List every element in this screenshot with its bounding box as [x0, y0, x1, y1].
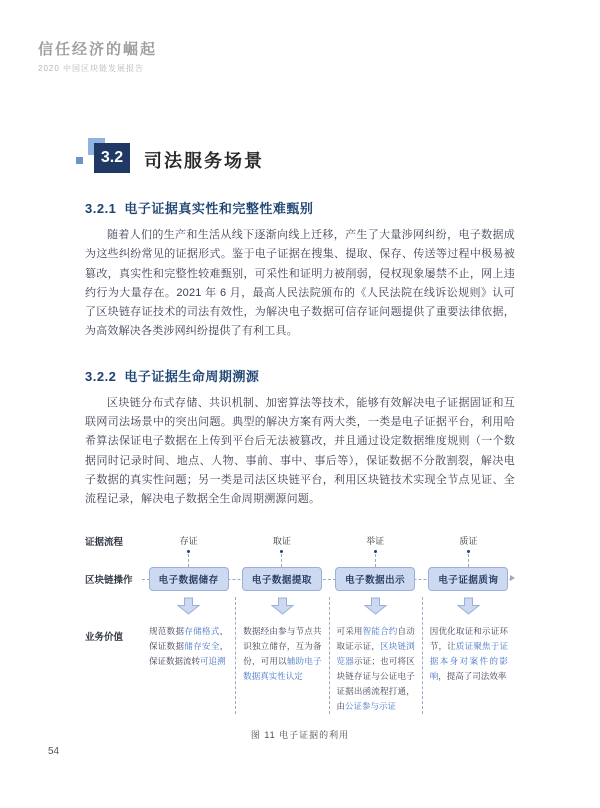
value-row — [85, 597, 515, 714]
value-text: 规范数据存储格式，保证数据储存安全，保证数据流转可追溯 — [149, 625, 229, 666]
flow-arrowhead-icon — [510, 575, 515, 581]
value-text: 数据经由参与节点共识独立储存，互为备份，可用以辅助电子数据真实性认定 — [243, 625, 322, 681]
subsection-1-title: 电子证据真实性和完整性难甄别 — [124, 201, 314, 216]
flow-step: 质证 — [459, 535, 478, 546]
connector-dot-icon — [329, 550, 422, 567]
flow-step: 举证 — [366, 535, 385, 546]
subsection-2-number: 3.2.2 — [85, 368, 117, 384]
section-heading — [76, 138, 515, 174]
subsection-2-body: 区块链分布式存储、共识机制、加密算法等技术，能够有效解决电子证据固证和互联网司法场景中的突出问题。典型的解决方案有两大类，一类是电子证据平台，利用哈希算法保证电子数据在上传到平台后无法被篡改，并且通过设定数据维度规则（一个数据同时记录时间、地点、人物、事前、事中、事后等），保证数据不分散割裂，解决电子数据的真实性问题；另一类是司法区块链平台，利用区块链技术实现全节点见证、全流程记录，解决电子数据全生命周期溯源问题。 — [85, 396, 515, 506]
operations-label: 区块链操作 — [85, 574, 133, 586]
subsection-1-number: 3.2.1 — [85, 201, 117, 216]
subsection-1-heading — [85, 198, 515, 217]
down-arrow-icon — [149, 597, 228, 615]
bullet-square-icon — [76, 157, 83, 164]
value-text: 因优化取证和示证环节，让质证聚焦于证据本身对案件的影响，提高了司法效率 — [429, 625, 508, 681]
page-number: 54 — [48, 746, 60, 757]
subsection-2-heading — [85, 366, 515, 385]
figure-caption: 图 11 电子证据的利用 — [250, 729, 350, 740]
figure-diagram — [85, 534, 515, 741]
value-column — [422, 597, 515, 714]
page-content — [85, 138, 515, 741]
down-arrow-icon — [430, 597, 508, 615]
value-label: 业务价值 — [85, 631, 124, 643]
header-logo — [38, 38, 157, 74]
operations-row — [85, 567, 515, 591]
connector-dot-icon — [142, 550, 235, 567]
value-text: 可采用智能合约自动取证示证，区块链浏览器示证；也可将区块链存证与公证电子证据出函流程打通，由公证参与示证 — [336, 625, 415, 711]
logo-subtitle: 2020 中国区块链发展报告 — [38, 64, 145, 73]
operation-box: 电子证据质询 — [428, 567, 508, 591]
connector-dot-icon — [422, 550, 515, 567]
connector-row — [85, 548, 515, 567]
down-arrow-icon — [337, 597, 415, 615]
section-number-box — [94, 143, 130, 173]
down-arrow-icon — [243, 597, 321, 615]
operation-box: 电子数据储存 — [149, 567, 229, 591]
section-title: 司法服务场景 — [144, 151, 264, 171]
connector-dot-icon — [235, 550, 328, 567]
subsection-1-body: 随着人们的生产和生活从线下逐渐向线上迁移，产生了大量涉网纠纷，电子数据成为这些纠纷常见的证据形式。鉴于电子证据在搜集、提取、保存、传送等过程中极易被篡改，真实性和完整性较难甄别，可采性和证明力被削弱，侵权现象屡禁不止，网上违约行为大量存在。2021 年 6 月，最高人民法院颁布的《人民法院在线诉讼规则》认可了区块链存证技术的司法有效性，为解决电子数据可信存证问题提供了重要法律依据，为高效解决各类涉网纠纷提供了有利工具。 — [85, 229, 515, 338]
subsection-2-title: 电子证据生命周期溯源 — [124, 368, 260, 384]
value-column — [329, 597, 422, 714]
operation-box: 电子数据提取 — [242, 567, 322, 591]
flow-row — [85, 534, 515, 548]
flow-label: 证据流程 — [85, 536, 124, 548]
operation-box: 电子数据出示 — [335, 567, 415, 591]
logo-title: 信任经济的崛起 — [38, 41, 158, 58]
value-column — [142, 597, 235, 714]
value-column — [235, 597, 328, 714]
flow-step: 存证 — [179, 535, 198, 546]
section-number: 3.2 — [100, 149, 124, 166]
flow-step: 取证 — [272, 535, 291, 546]
